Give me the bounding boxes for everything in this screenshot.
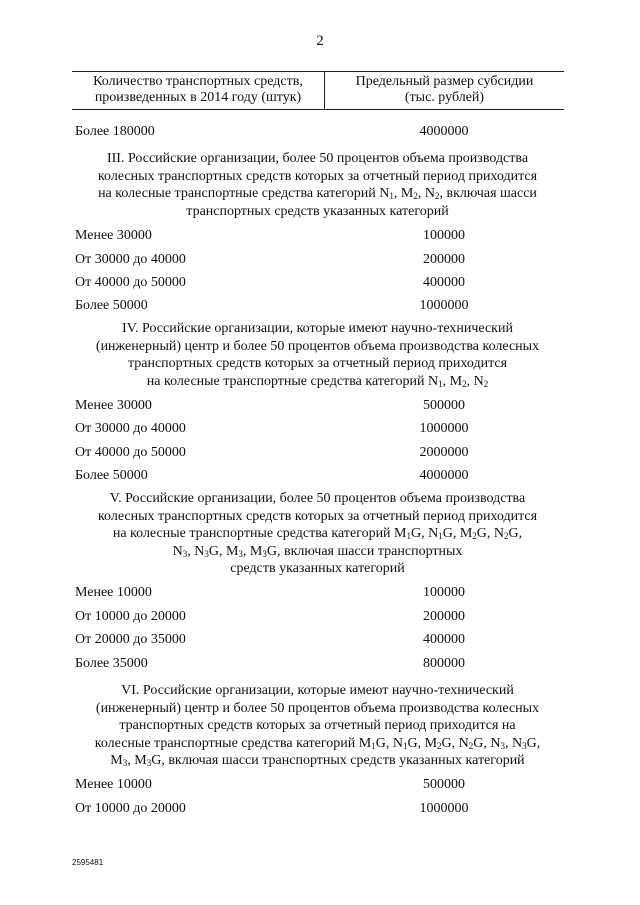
section-line: $M_3$, $M_3G$, включая шасси транспортных средств указанных категорий (110, 753, 525, 768)
row-range: От 40000 до 50000 (75, 445, 186, 460)
document-code: 2595481 (72, 858, 104, 867)
section-line: транспортных средств которых за отчетный период приходится на (119, 718, 516, 733)
section-line: транспортных средств указанных категорий (186, 203, 449, 219)
header-col-subsidy (325, 74, 564, 106)
header-col-quantity-line: произведенных в 2014 году (штук) (94, 90, 302, 105)
row-range: Более 50000 (75, 468, 148, 483)
header-col-quantity-line: Количество транспортных средств, (93, 74, 303, 89)
row-range: Менее 10000 (75, 777, 152, 792)
section-line: $N_3$, $N_3G$, $M_3$, $M_3G$, включая шасси транспортных (172, 543, 463, 559)
section-heading-iii (65, 150, 570, 220)
section-heading-iv (65, 320, 570, 390)
section-line: (инженерный) центр и более 50 процентов объема производства колесных (95, 700, 540, 716)
section-line: колесных транспортных средств которых за отчетный период приходится (97, 508, 538, 524)
section-line: колесные транспортные средства категорий $M_1G$, $N_1G$, $M_2G$, $N_2G$, $N_3$, $N_3G$, (94, 735, 541, 751)
section-heading-v (65, 490, 570, 578)
row-value: 400000 (423, 632, 465, 647)
section-line: на колесные транспортные средства категорий $M_1G$, $N_1G$, $M_2G$, $N_2G$, (112, 526, 523, 541)
header-col-quantity (72, 74, 324, 106)
row-value: 1000000 (419, 421, 469, 436)
row-value: 200000 (423, 252, 465, 267)
row-value: 100000 (423, 228, 465, 243)
row-value: 400000 (423, 275, 465, 290)
row-range: Менее 30000 (75, 228, 152, 243)
row-value: 4000000 (419, 124, 469, 139)
row-range: От 40000 до 50000 (75, 275, 186, 290)
row-value: 100000 (423, 585, 465, 600)
header-col-subsidy-line: Предельный размер субсидии (355, 74, 534, 89)
row-value: 4000000 (419, 468, 469, 483)
section-line: VI. Российские организации, которые имеют научно-технический (121, 683, 514, 698)
row-value: 1000000 (419, 298, 469, 313)
section-line: V. Российские организации, более 50 процентов объема производства (109, 491, 526, 506)
row-range: Более 35000 (75, 656, 148, 671)
page-number: 2 (316, 33, 324, 49)
section-line: IV. Российские организации, которые имеют научно-технический (122, 321, 513, 336)
section-line: на колесные транспортные средства категорий $N_1$, $M_2$, $N_2$, включая шасси (98, 186, 537, 201)
row-range: Более 180000 (75, 124, 155, 139)
row-value: 200000 (423, 609, 465, 624)
header-col-subsidy-line: (тыс. рублей) (404, 90, 485, 105)
row-range: От 20000 до 35000 (75, 632, 186, 647)
section-line: транспортных средств которых за отчетный период приходится (127, 356, 508, 371)
row-range: От 10000 до 20000 (75, 801, 186, 816)
section-line: средств указанных категорий (230, 561, 405, 576)
row-range: От 30000 до 40000 (75, 421, 186, 436)
row-range: Менее 10000 (75, 585, 152, 600)
section-line: (инженерный) центр и более 50 процентов объема производства колесных (95, 338, 540, 354)
row-value: 800000 (423, 656, 465, 671)
row-value: 500000 (423, 777, 465, 792)
row-range: От 30000 до 40000 (75, 252, 186, 267)
row-value: 500000 (423, 398, 465, 413)
table-header (72, 71, 564, 110)
section-heading-vi (65, 682, 570, 770)
row-value: 1000000 (419, 801, 469, 816)
row-range: От 10000 до 20000 (75, 609, 186, 624)
row-range: Более 50000 (75, 298, 148, 313)
row-value: 2000000 (419, 445, 469, 460)
section-line: колесных транспортных средств которых за отчетный период приходится (97, 168, 538, 184)
section-line: III. Российские организации, более 50 процентов объема производства (106, 151, 529, 166)
section-line: на колесные транспортные средства категорий $N_1$, $M_2$, $N_2$ (146, 373, 489, 389)
row-range: Менее 30000 (75, 398, 152, 413)
